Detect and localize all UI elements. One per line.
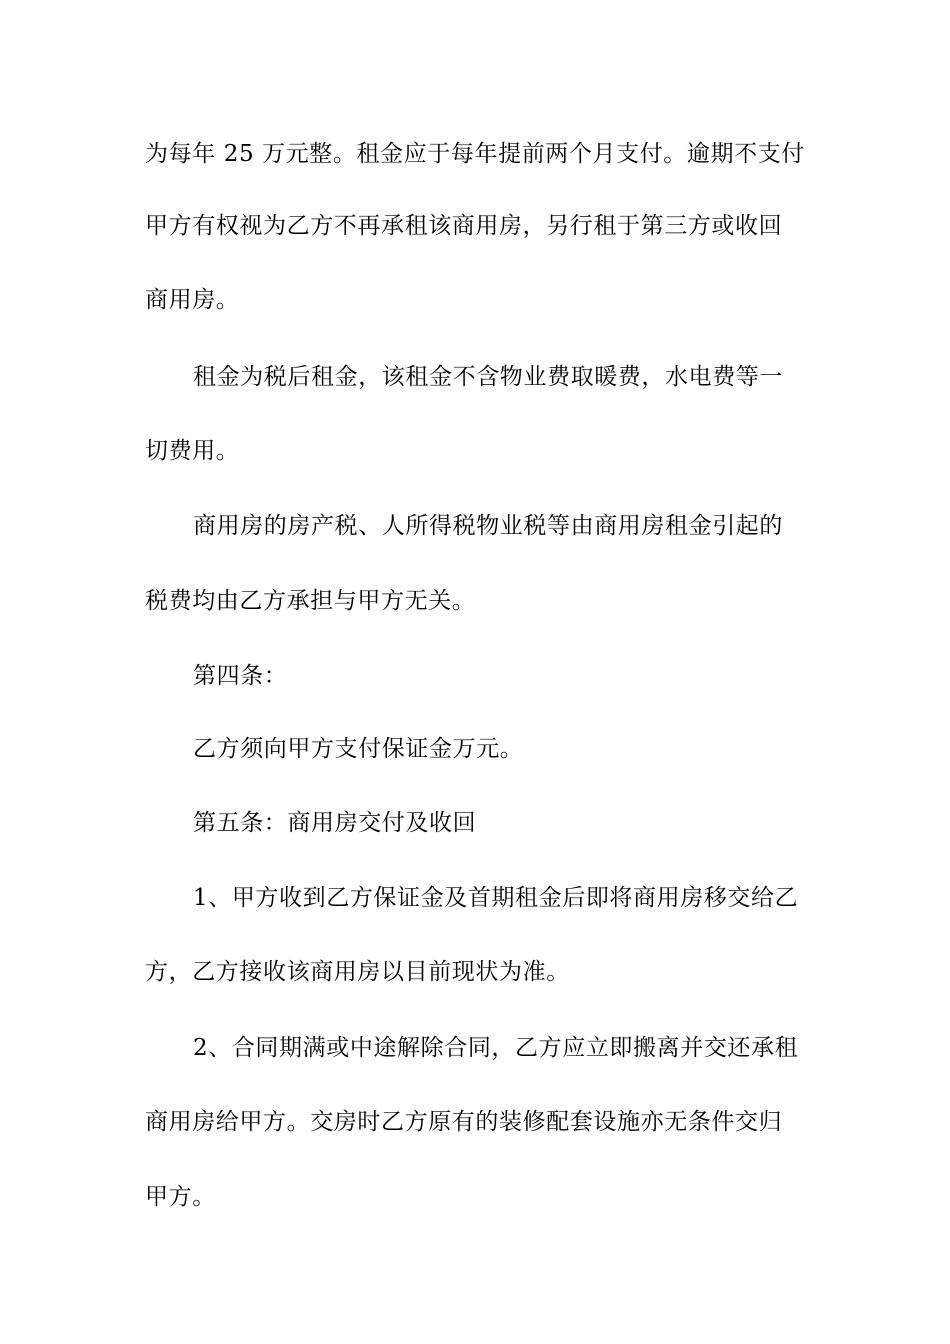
section-heading: 第四条： [193,663,288,689]
text-line: 乙方须向甲方支付保证金万元。 [193,736,524,762]
text-line: 1、甲方收到乙方保证金及首期租金后即将商用房移交给乙 [193,885,799,911]
text-line: 2、合同期满或中途解除合同，乙方应立即搬离并交还承租 [193,1035,799,1061]
text-line: 为每年 25 万元整。租金应于每年提前两个月支付。逾期不支付 [145,141,805,167]
text-line: 甲方。 [145,1184,216,1210]
text-line: 税费均由乙方承担与甲方无关。 [145,588,476,614]
text-line: 商用房。 [145,287,240,313]
text-line: 甲方有权视为乙方不再承租该商用房，另行租于第三方或收回 [145,213,783,239]
text-line: 租金为税后租金，该租金不含物业费取暖费，水电费等一 [193,364,783,390]
section-heading: 第五条：商用房交付及收回 [193,810,477,836]
text-line: 方，乙方接收该商用房以目前现状为准。 [145,959,570,985]
text-line: 切费用。 [145,438,240,464]
text-line: 商用房给甲方。交房时乙方原有的装修配套设施亦无条件交归 [145,1109,783,1135]
text-line: 商用房的房产税、人所得税物业税等由商用房租金引起的 [193,513,783,539]
